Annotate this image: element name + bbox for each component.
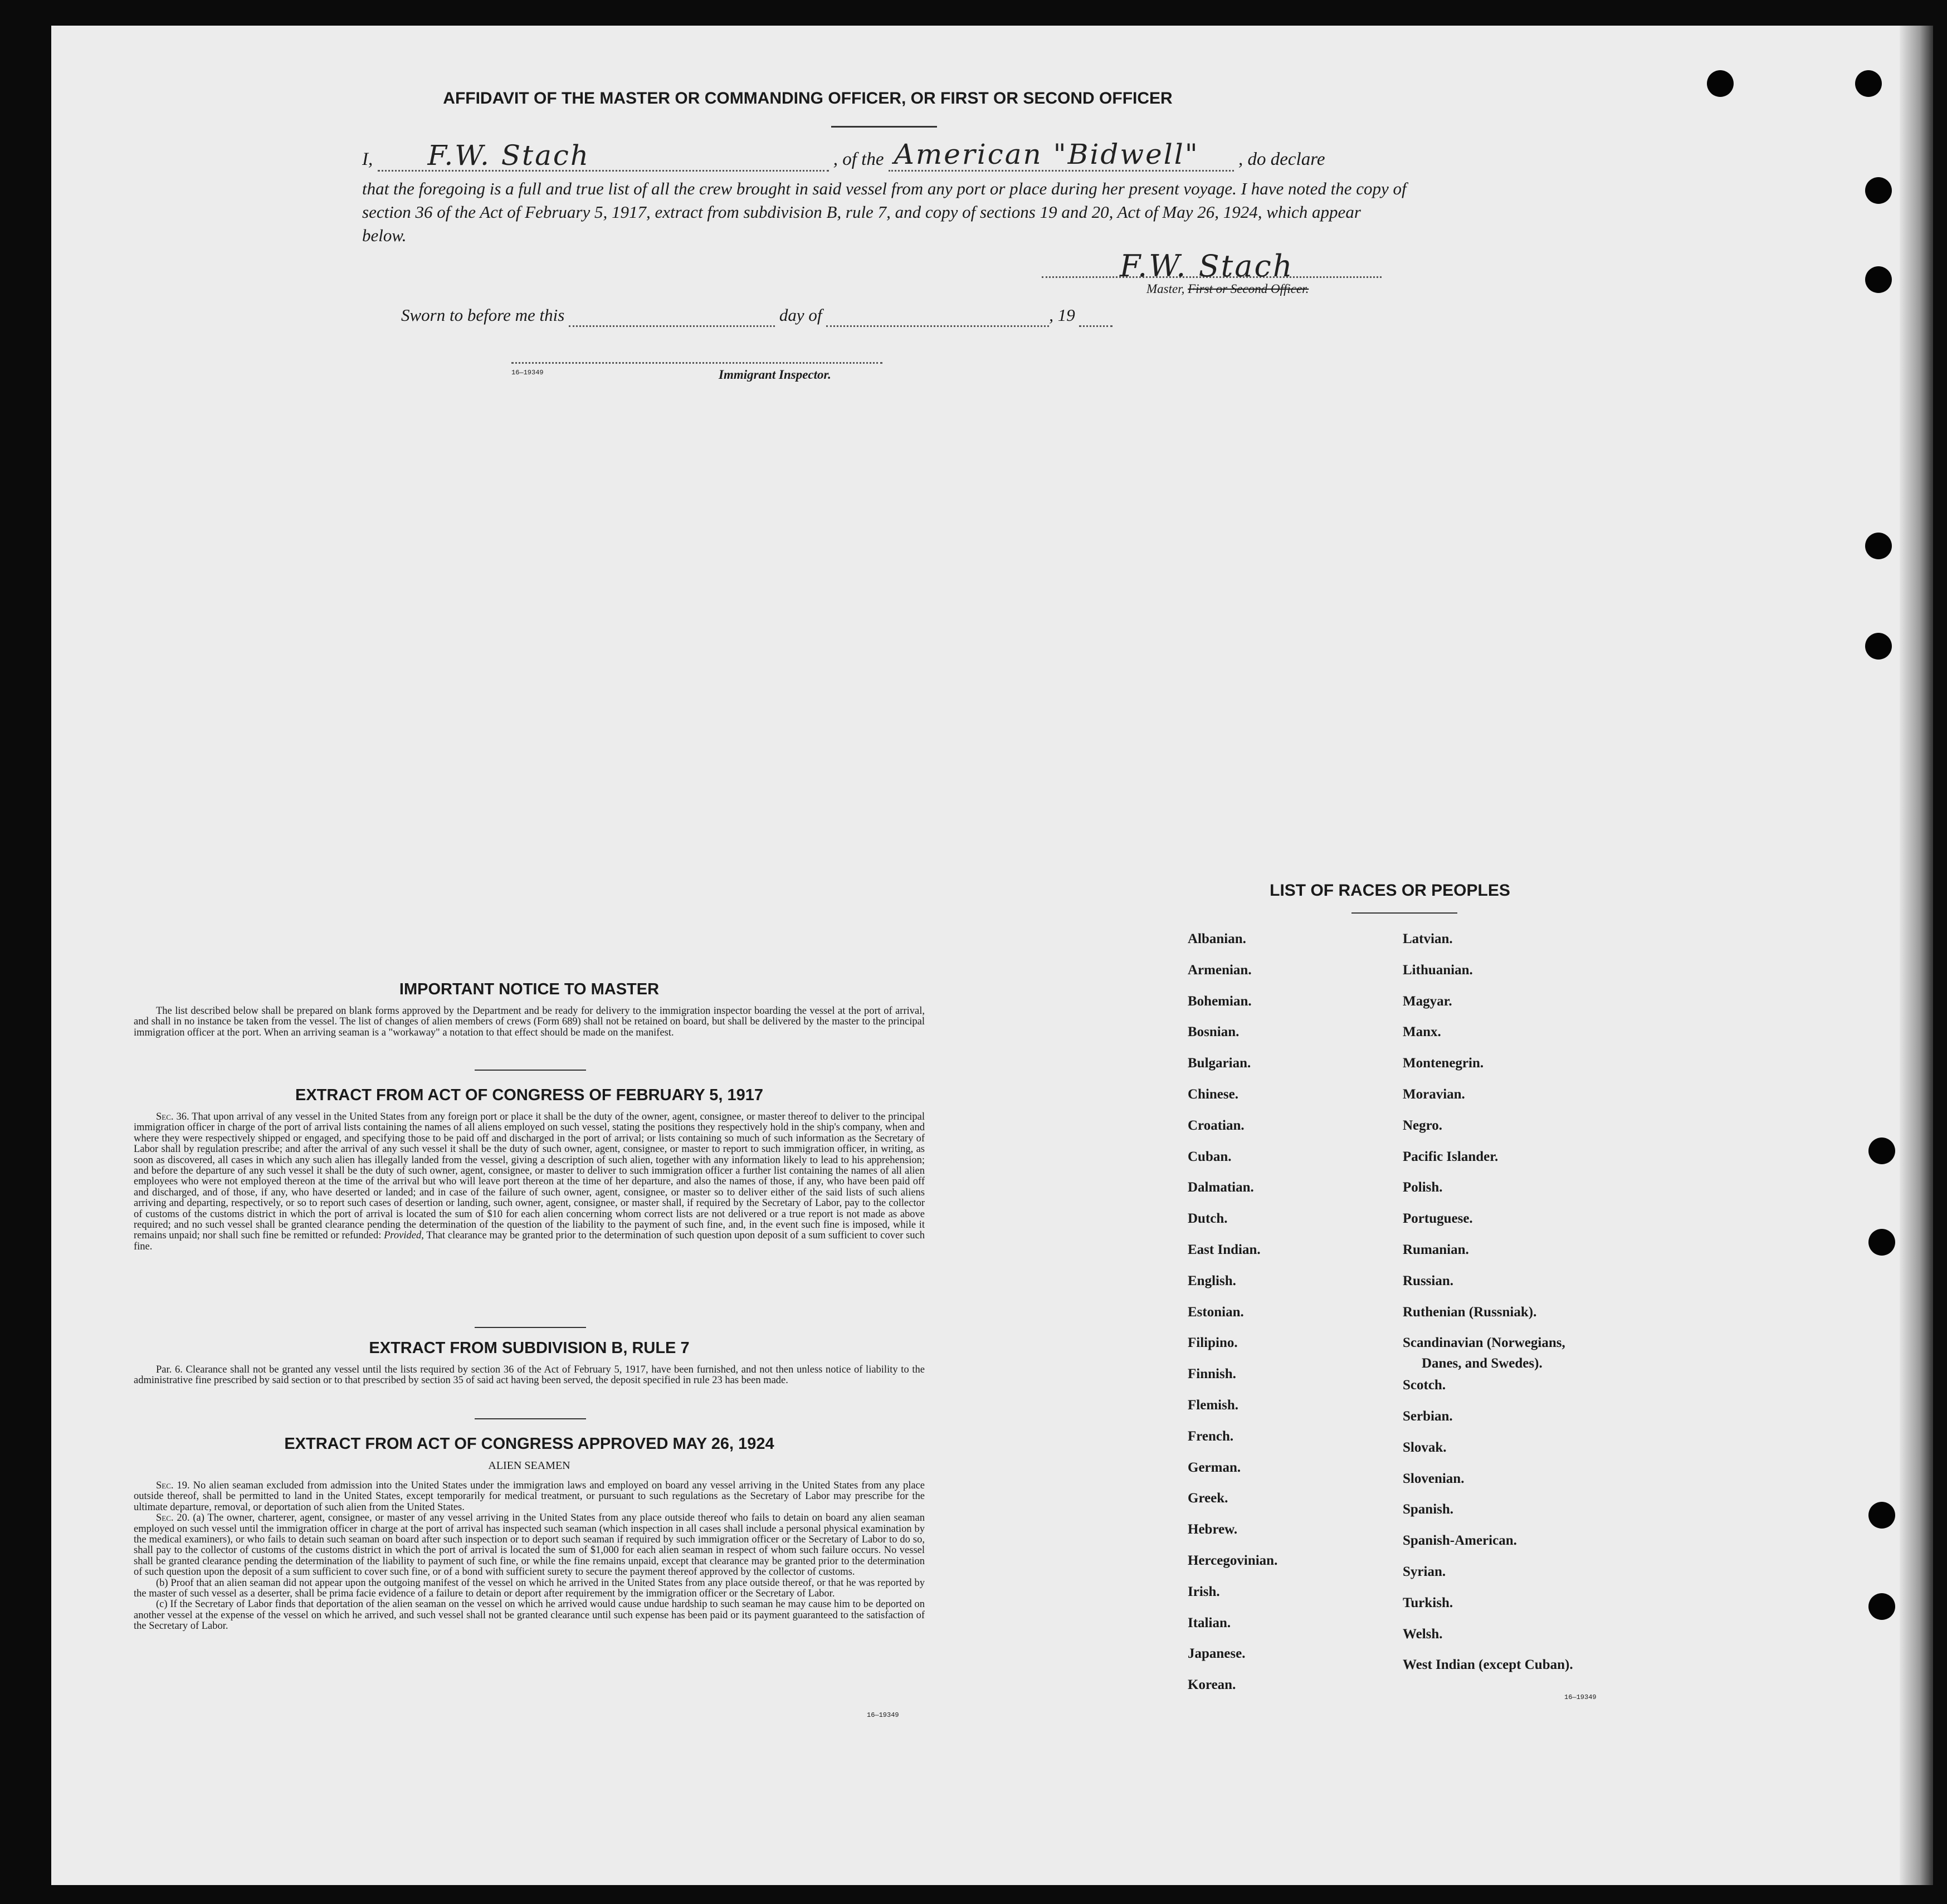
sworn-line bbox=[401, 305, 1112, 327]
race-item: West Indian (except Cuban). bbox=[1403, 1657, 1573, 1673]
race-item: Filipino. bbox=[1188, 1335, 1238, 1351]
punch-hole bbox=[1865, 266, 1892, 293]
race-item: Dutch. bbox=[1188, 1211, 1228, 1227]
race-item: East Indian. bbox=[1188, 1242, 1261, 1257]
divider bbox=[1351, 912, 1457, 914]
extract-1917-body bbox=[134, 1112, 925, 1252]
rule7-body bbox=[134, 1365, 925, 1386]
affidavit-body: that the foregoing is a full and true list of all the crew brought in said vessel from any port or place during her present voyage. I have noted the copy of section 36 of the Act of February 5, 1917, extract from subdivision B, rule 7, and copy of sections 19 and 20, Act of May 26, 1924, which appear below. bbox=[362, 179, 1407, 245]
extract-1917-title: EXTRACT FROM ACT OF CONGRESS OF FEBRUARY 5, 1917 bbox=[295, 1086, 764, 1104]
notice-body bbox=[134, 1006, 925, 1038]
race-item: Bohemian. bbox=[1188, 993, 1252, 1009]
punch-hole bbox=[1855, 70, 1882, 97]
alien-seamen-subtitle: ALIEN SEAMEN bbox=[488, 1459, 570, 1472]
form-number-bottom-right: 16—19349 bbox=[1564, 1693, 1597, 1701]
race-item: Irish. bbox=[1188, 1584, 1220, 1599]
extract-1924-title: EXTRACT FROM ACT OF CONGRESS APPROVED MAY 26, 1924 bbox=[284, 1435, 774, 1453]
punch-hole bbox=[1707, 70, 1734, 97]
sec20-label: Sec. 20. bbox=[156, 1512, 190, 1524]
punch-hole bbox=[1868, 1593, 1895, 1620]
vessel-field bbox=[889, 138, 1234, 172]
race-item: Italian. bbox=[1188, 1615, 1231, 1630]
inspector-caption: Immigrant Inspector. bbox=[719, 368, 831, 382]
race-item: Moravian. bbox=[1403, 1087, 1465, 1102]
of-the-label: , of the bbox=[833, 149, 884, 169]
race-item: Montenegrin. bbox=[1403, 1056, 1484, 1071]
inspector-signature-line bbox=[511, 362, 882, 364]
race-item: Slovenian. bbox=[1403, 1471, 1465, 1486]
rule7-text: Par. 6. Clearance shall not be granted any vessel until the lists required by section 36 of the Act of February 5, 1917, have been furnished, and not then unless notice of liability to the administrative fine prescribed by said section or to that prescribed by section 35 of said act having been served, the deposit specified in rule 23 has been made. bbox=[134, 1364, 925, 1386]
race-item: Dalmatian. bbox=[1188, 1180, 1254, 1195]
sec20c-text: (c) If the Secretary of Labor finds that deportation of the alien seaman on the vessel on which he arrived would cause undue hardship to such seaman he may cause him to be deported on another vessel at the expense of the vessel on which he arrived, and such vessel shall not be granted clearance until such expense has been paid or its payment guaranteed to the satisfaction of the Secretary of Labor. bbox=[134, 1599, 925, 1632]
sec36-label: Sec. 36. bbox=[156, 1111, 189, 1122]
race-item: Portuguese. bbox=[1403, 1211, 1473, 1227]
race-item: Welsh. bbox=[1403, 1626, 1443, 1642]
divider bbox=[831, 126, 937, 128]
sec19-label: Sec. 19. bbox=[156, 1480, 190, 1491]
master-name-handwritten: F.W. Stach bbox=[427, 139, 591, 172]
punch-hole bbox=[1865, 177, 1892, 204]
form-number-top: 16—19349 bbox=[511, 369, 544, 377]
race-item: Lithuanian. bbox=[1403, 962, 1473, 978]
signature-caption-struck: First or Second Officer. bbox=[1188, 282, 1309, 296]
master-name-field bbox=[378, 139, 829, 172]
sec20a-text: (a) The owner, charterer, agent, consignee, or master of any vessel arriving in the United States from any place outside thereof who fails to detain on board any alien seaman employed on such vessel until the immigration officer in charge at the port of arrival has inspected such seaman (which inspection in all cases shall include a personal physical examination by the medical examiners), or who fails to detain such seaman on board after such inspection or to deport such seaman if required by such immigration officer or the Secretary of Labor to do so, shall pay to the collector of customs of the customs district in which the port of arrival is located the sum of $1,000 for each alien seaman in respect of whom such failure occurs. No vessel shall be granted clearance pending the determination of the liability to payment of such fine, or while the fine remains unpaid, except that clearance may be granted prior to the determination of such question upon the deposit of a sum sufficient to cover such fine, or of a bond with sufficient surety to secure the payment thereof approved by the collector of customs. bbox=[134, 1512, 925, 1578]
sworn-prefix: Sworn to before me this bbox=[401, 305, 565, 325]
race-item: Scandinavian (Norwegians, bbox=[1403, 1335, 1565, 1351]
page-edge-shadow bbox=[1900, 26, 1933, 1885]
form-number-bottom-left: 16—19349 bbox=[867, 1711, 899, 1719]
race-item: Bulgarian. bbox=[1188, 1056, 1251, 1071]
race-item: Negro. bbox=[1403, 1117, 1443, 1133]
notice-text: The list described below shall be prepared on blank forms approved by the Department and be ready for delivery to the immigration inspector boarding the vessel at the port of arrival, and shall in no instance be taken from the vessel. The list of changes of alien members of crews (Form 689) shall not be retained on board, but shall be delivered by the master to the principal immigration officer at the port. When an arriving seaman is a "workaway" a notation to that effect should be made on the manifest. bbox=[134, 1005, 925, 1038]
race-item: Armenian. bbox=[1188, 962, 1252, 978]
affidavit-declaration-line bbox=[362, 138, 1325, 172]
punch-hole bbox=[1868, 1229, 1895, 1256]
race-item: Hebrew. bbox=[1188, 1522, 1238, 1537]
race-item: Danes, and Swedes). bbox=[1422, 1356, 1543, 1371]
race-item: Cuban. bbox=[1188, 1149, 1232, 1164]
race-item: Spanish-American. bbox=[1403, 1533, 1517, 1549]
sworn-month-field bbox=[826, 305, 1049, 327]
race-item: Magyar. bbox=[1403, 993, 1452, 1009]
vessel-handwritten: American "Bidwell" bbox=[894, 138, 1199, 170]
race-item: German. bbox=[1188, 1459, 1241, 1475]
race-item: Syrian. bbox=[1403, 1564, 1446, 1579]
signature-handwritten: F.W. Stach bbox=[1120, 248, 1294, 284]
race-item: Flemish. bbox=[1188, 1398, 1238, 1413]
sworn-day-of: day of bbox=[779, 305, 822, 325]
race-item: Manx. bbox=[1403, 1024, 1441, 1040]
race-item: Turkish. bbox=[1403, 1595, 1453, 1610]
sec36-text: That upon arrival of any vessel in the United States from any foreign port or place it shall be the duty of the owner, agent, consignee, or master thereof to deliver to the principal immigration officer in charge of the port of arrival lists containing the names of all aliens employed on such vessel, stating the positions they respectively hold in the ship's company, when and where they were respectively shipped or engaged, and specifying those to be paid off and discharged in the port of arrival; or lists containing so much of such information as the Secretary of Labor shall by regulation prescribe; and after the arrival of any such vessel it shall be the duty of such owner, agent, consignee, or master to report to such immigration officer, in writing, as soon as discovered, all cases in which any such alien has illegally landed from the vessel, giving a description of such alien, together with any information likely to lead to his apprehension; and before the departure of any such vessel it shall be the duty of such owner, agent, consignee, or master to deliver to such immigration officer a further list containing the names of all alien employees who were not employed thereon at the time of the arrival but who will leave port thereon at the time of her departure, and also the names of those, if any, who have been paid off and discharged, and of those, if any, who have deserted or landed; and in case of the failure of such owner, agent, consignee, or master so to deliver either of the said lists of such aliens arriving and departing, respectively, or so to report such cases of desertion or landing, such owner, agent, consignee, or master shall, if required by the Secretary of Labor, pay to the collector of customs of the customs district in which the port of arrival is located the sum of $10 for each alien concerning whom correct lists are not delivered or a true report is not made as above required; and no such vessel shall be granted clearance pending the determination of the question of the liability to the payment of such fine, and, in the event such fine is imposed, while it remains unpaid; nor shall such fine be remitted or refunded: bbox=[134, 1111, 925, 1242]
race-item: Japanese. bbox=[1188, 1646, 1246, 1662]
sec20b-text: (b) Proof that an alien seaman did not appear upon the outgoing manifest of the vessel on which he arrived in the United States from any place outside thereof, or that he was reported by the master of such vessel as a deserter, shall be prima facie evidence of a failure to detain or deport after requirement by the immigration officer or the Secretary of Labor. bbox=[134, 1577, 925, 1600]
race-item: Pacific Islander. bbox=[1403, 1149, 1499, 1164]
race-item: Spanish. bbox=[1403, 1502, 1454, 1517]
race-item: Scotch. bbox=[1403, 1378, 1446, 1393]
affidavit-title: AFFIDAVIT OF THE MASTER OR COMMANDING OFFICER, OR FIRST OR SECOND OFFICER bbox=[443, 89, 1173, 108]
race-item: Finnish. bbox=[1188, 1366, 1236, 1382]
rule7-title: EXTRACT FROM SUBDIVISION B, RULE 7 bbox=[369, 1339, 690, 1357]
race-item: Slovak. bbox=[1403, 1439, 1447, 1455]
punch-hole bbox=[1868, 1137, 1895, 1164]
race-item: Greek. bbox=[1188, 1491, 1228, 1506]
race-item: Chinese. bbox=[1188, 1087, 1238, 1102]
divider bbox=[475, 1070, 586, 1071]
punch-hole bbox=[1868, 1502, 1895, 1529]
signature-caption-master: Master, bbox=[1146, 282, 1188, 296]
race-item: Ruthenian (Russniak). bbox=[1403, 1304, 1537, 1320]
race-item: Russian. bbox=[1403, 1273, 1454, 1288]
extract-1924-body bbox=[134, 1481, 925, 1632]
notice-title: IMPORTANT NOTICE TO MASTER bbox=[399, 980, 660, 998]
divider bbox=[475, 1327, 586, 1328]
divider bbox=[475, 1418, 586, 1419]
punch-hole bbox=[1865, 533, 1892, 559]
race-item: Croatian. bbox=[1188, 1117, 1245, 1133]
race-item: Serbian. bbox=[1403, 1409, 1453, 1424]
race-item: Korean. bbox=[1188, 1677, 1236, 1693]
punch-hole bbox=[1865, 633, 1892, 660]
provided-word: Provided, bbox=[384, 1230, 424, 1242]
race-item: Latvian. bbox=[1403, 931, 1453, 946]
signature-caption bbox=[1146, 282, 1309, 296]
race-item: Hercegovinian. bbox=[1188, 1553, 1278, 1568]
race-item: Albanian. bbox=[1188, 931, 1246, 946]
race-item: Bosnian. bbox=[1188, 1024, 1240, 1040]
race-item: Polish. bbox=[1403, 1180, 1443, 1195]
race-item: Rumanian. bbox=[1403, 1242, 1469, 1257]
affidavit-i: I, bbox=[362, 149, 373, 169]
do-declare-label: , do declare bbox=[1238, 149, 1325, 169]
race-item: English. bbox=[1188, 1273, 1236, 1288]
races-title: LIST OF RACES OR PEOPLES bbox=[1270, 881, 1510, 900]
sec36-text-end: That clearance may be granted prior to the determination of such question upon deposit of a sum sufficient to cover such fine. bbox=[134, 1230, 925, 1252]
sworn-year-field bbox=[1079, 305, 1112, 327]
sworn-date-field bbox=[569, 305, 775, 327]
race-item: Estonian. bbox=[1188, 1304, 1244, 1320]
sworn-year: , 19 bbox=[1049, 305, 1075, 325]
race-item: French. bbox=[1188, 1428, 1234, 1444]
sec19-text: No alien seaman excluded from admission into the United States under the immigration laws and employed on board any vessel arriving in the United States from any place outside thereof, shall be permitted to land in the United States, except temporarily for medical treatment, or pursuant to such regulations as the Secretary of Labor may prescribe for the ultimate departure, removal, or deportation of such alien from the United States. bbox=[134, 1480, 925, 1513]
